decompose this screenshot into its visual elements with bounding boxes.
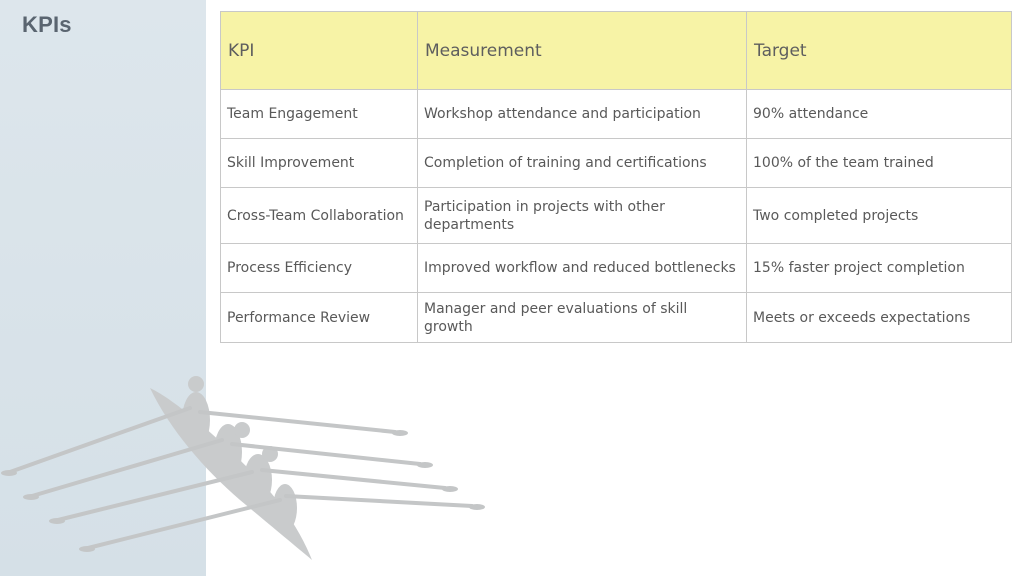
header-measurement: Measurement bbox=[418, 12, 747, 90]
target-cell: Two completed projects bbox=[747, 188, 1012, 244]
kpi-cell: Process Efficiency bbox=[221, 244, 418, 293]
table-row bbox=[221, 244, 1012, 293]
header-target: Target bbox=[747, 12, 1012, 90]
measurement-cell: Manager and peer evaluations of skill growth bbox=[418, 293, 747, 343]
table-row bbox=[221, 139, 1012, 188]
table-row bbox=[221, 90, 1012, 139]
measurement-cell: Completion of training and certifications bbox=[418, 139, 747, 188]
target-cell: 15% faster project completion bbox=[747, 244, 1012, 293]
kpi-cell: Team Engagement bbox=[221, 90, 418, 139]
kpi-cell: Skill Improvement bbox=[221, 139, 418, 188]
kpi-cell: Performance Review bbox=[221, 293, 418, 343]
slide-title: KPIs bbox=[22, 12, 72, 37]
rowing-crew-icon bbox=[0, 360, 520, 576]
table-row bbox=[221, 188, 1012, 244]
kpi-table bbox=[220, 11, 1012, 343]
table-row bbox=[221, 293, 1012, 343]
target-cell: 90% attendance bbox=[747, 90, 1012, 139]
measurement-cell: Participation in projects with other departments bbox=[418, 188, 747, 244]
table-header-row bbox=[221, 12, 1012, 90]
measurement-cell: Improved workflow and reduced bottlenecks bbox=[418, 244, 747, 293]
target-cell: 100% of the team trained bbox=[747, 139, 1012, 188]
header-kpi: KPI bbox=[221, 12, 418, 90]
target-cell: Meets or exceeds expectations bbox=[747, 293, 1012, 343]
measurement-cell: Workshop attendance and participation bbox=[418, 90, 747, 139]
kpi-cell: Cross-Team Collaboration bbox=[221, 188, 418, 244]
